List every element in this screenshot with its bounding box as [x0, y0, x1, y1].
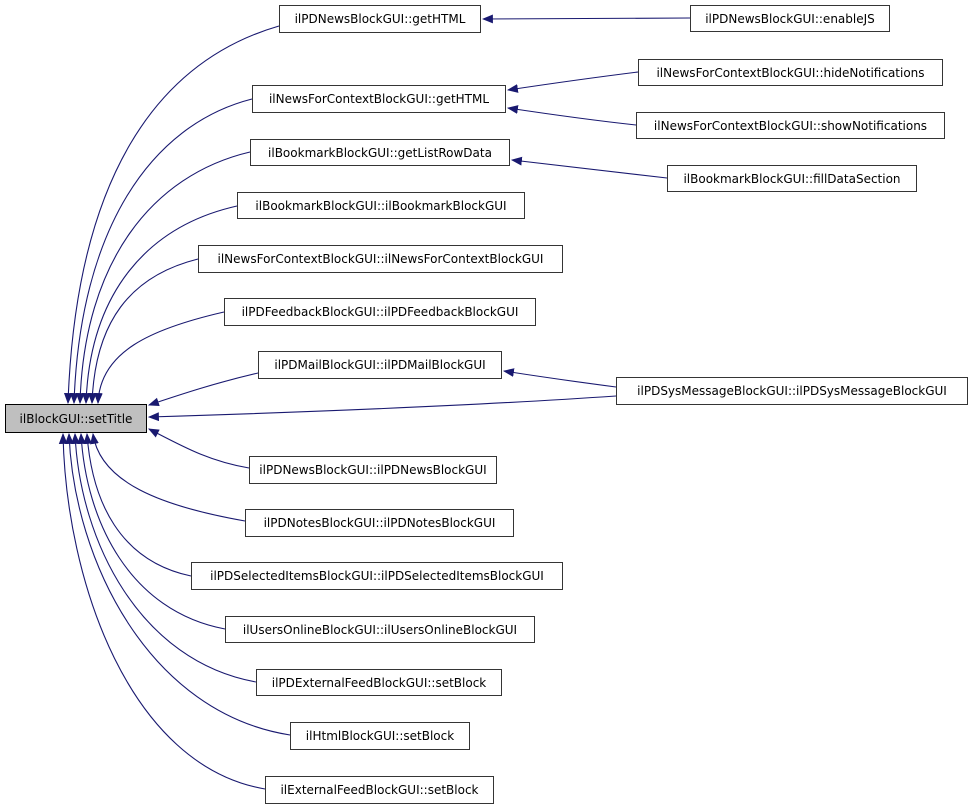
edge-usersonline-ctor-to-settitle — [81, 434, 225, 629]
node-ilpdnotesblockgui-constructor[interactable]: ilPDNotesBlockGUI::ilPDNotesBlockGUI — [245, 509, 514, 537]
edge-bookmark-ctor-to-settitle — [86, 206, 237, 403]
edge-externalfeed-setblock-to-settitle — [63, 434, 265, 789]
node-ilnewsforcontextblockgui-hidenotifications[interactable]: ilNewsForContextBlockGUI::hideNotifications — [638, 59, 943, 86]
node-ilpdnewsblockgui-constructor[interactable]: ilPDNewsBlockGUI::ilPDNewsBlockGUI — [249, 456, 497, 484]
node-ilpdfeedbackblockgui-constructor[interactable]: ilPDFeedbackBlockGUI::ilPDFeedbackBlockGUI — [224, 298, 536, 326]
edge-pdfeedback-ctor-to-settitle — [98, 312, 224, 403]
node-ilpdselecteditemsblockgui-constructor[interactable]: ilPDSelectedItemsBlockGUI::ilPDSelectedItemsBlockGUI — [191, 562, 563, 590]
node-ilpdmailblockgui-constructor[interactable]: ilPDMailBlockGUI::ilPDMailBlockGUI — [258, 351, 502, 379]
node-ilbookmarkblockgui-constructor[interactable]: ilBookmarkBlockGUI::ilBookmarkBlockGUI — [237, 192, 525, 219]
edge-pdsysmessage-ctor-to-settitle — [149, 396, 616, 417]
edge-pdsysmessage-ctor-to-pdmail-ctor — [504, 371, 616, 387]
edge-bookmark-getlistrowdata-to-settitle — [80, 152, 250, 403]
edge-shownotifications-to-gethtml — [508, 108, 636, 125]
node-ilpdnewsblockgui-enablejs[interactable]: ilPDNewsBlockGUI::enableJS — [690, 5, 890, 32]
node-ilpdnewsblockgui-gethtml[interactable]: ilPDNewsBlockGUI::getHTML — [279, 5, 481, 33]
node-ilnewsforcontextblockgui-gethtml[interactable]: ilNewsForContextBlockGUI::getHTML — [252, 85, 506, 113]
node-ilbookmarkblockgui-filldatasection[interactable]: ilBookmarkBlockGUI::fillDataSection — [667, 165, 917, 192]
edge-filldatasection-to-getlistrowdata — [512, 160, 667, 178]
node-ilnewsforcontextblockgui-constructor[interactable]: ilNewsForContextBlockGUI::ilNewsForContextBlockGUI — [198, 245, 563, 273]
edge-newsctx-ctor-to-settitle — [92, 259, 198, 403]
node-ilnewsforcontextblockgui-shownotifications[interactable]: ilNewsForContextBlockGUI::showNotifications — [636, 112, 945, 139]
edge-pdexternalfeed-setblock-to-settitle — [75, 434, 256, 682]
edge-pdnotes-ctor-to-settitle — [93, 434, 245, 521]
node-ilusersonlineblockgui-constructor[interactable]: ilUsersOnlineBlockGUI::ilUsersOnlineBlockGUI — [225, 616, 535, 643]
node-ilhtmlblockgui-setblock[interactable]: ilHtmlBlockGUI::setBlock — [290, 722, 470, 750]
edge-pdnews-ctor-to-settitle — [149, 429, 249, 468]
node-ilexternalfeedblockgui-setblock[interactable]: ilExternalFeedBlockGUI::setBlock — [265, 776, 494, 804]
edge-enablejs-to-gethtml — [483, 18, 690, 19]
node-ilbookmarkblockgui-getlistrowdata[interactable]: ilBookmarkBlockGUI::getListRowData — [250, 139, 510, 166]
edge-hidenotifications-to-gethtml — [508, 72, 638, 90]
edge-pdmail-ctor-to-settitle — [149, 373, 258, 405]
node-ilpdexternalfeedblockgui-setblock[interactable]: ilPDExternalFeedBlockGUI::setBlock — [256, 669, 502, 696]
edge-pdselecteditems-ctor-to-settitle — [87, 434, 191, 576]
node-ilblockgui-settitle: ilBlockGUI::setTitle — [5, 404, 147, 433]
node-ilpdsysmessageblockgui-constructor[interactable]: ilPDSysMessageBlockGUI::ilPDSysMessageBlockGUI — [616, 377, 968, 405]
